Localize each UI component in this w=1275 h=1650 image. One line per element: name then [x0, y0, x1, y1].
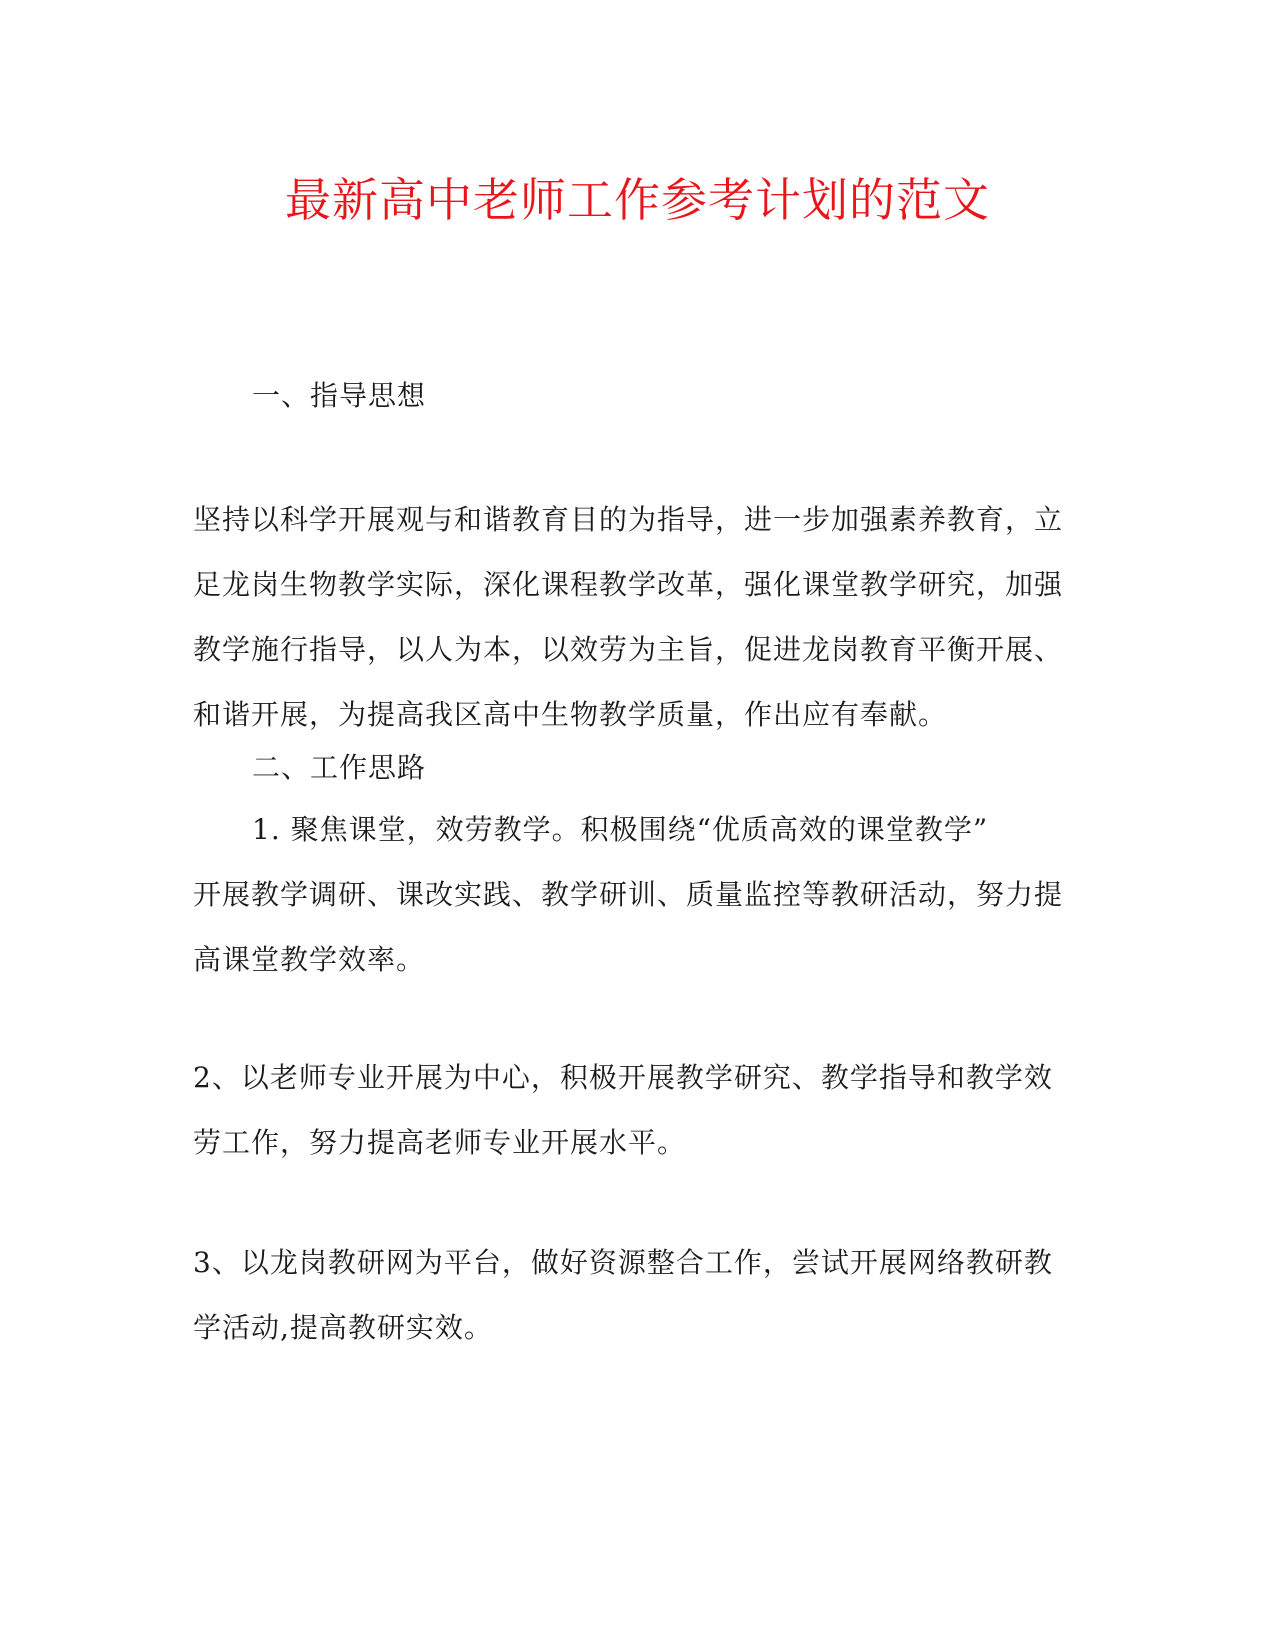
list-item-line: 学活动,提高教研实效。 — [193, 1311, 493, 1344]
list-item-line: 2、以老师专业开展为中心，积极开展教学研究、教学指导和教学效 — [193, 1061, 1053, 1094]
list-item-line: 1. 聚焦课堂，效劳教学。积极围绕“优质高效的课堂教学” — [252, 813, 989, 846]
list-item-line: 高课堂教学效率。 — [193, 943, 426, 976]
list-item-3 — [193, 1230, 1073, 1360]
section-heading-guiding-thought: 一、指导思想 — [252, 379, 427, 412]
paragraph-line: 教学施行指导，以人为本，以效劳为主旨，促进龙岗教育平衡开展、 — [193, 633, 1064, 666]
list-item-1 — [193, 797, 1073, 992]
paragraph-guiding-thought — [193, 487, 1073, 747]
paragraph-line: 足龙岗生物教学实际，深化课程教学改革，强化课堂教学研究，加强 — [193, 568, 1064, 601]
list-item-line: 3、以龙岗教研网为平台，做好资源整合工作，尝试开展网络教研教 — [193, 1246, 1053, 1279]
document-title: 最新高中老师工作参考计划的范文 — [285, 173, 990, 227]
list-item-line: 开展教学调研、课改实践、教学研训、质量监控等教研活动，努力提 — [193, 878, 1064, 911]
list-item-2 — [193, 1045, 1073, 1175]
paragraph-line: 坚持以科学开展观与和谐教育目的为指导，进一步加强素养教育，立 — [193, 503, 1064, 536]
section-heading-work-approach: 二、工作思路 — [252, 751, 427, 784]
paragraph-line: 和谐开展，为提高我区高中生物教学质量，作出应有奉献。 — [193, 698, 948, 731]
list-item-line: 劳工作，努力提高老师专业开展水平。 — [193, 1126, 687, 1159]
